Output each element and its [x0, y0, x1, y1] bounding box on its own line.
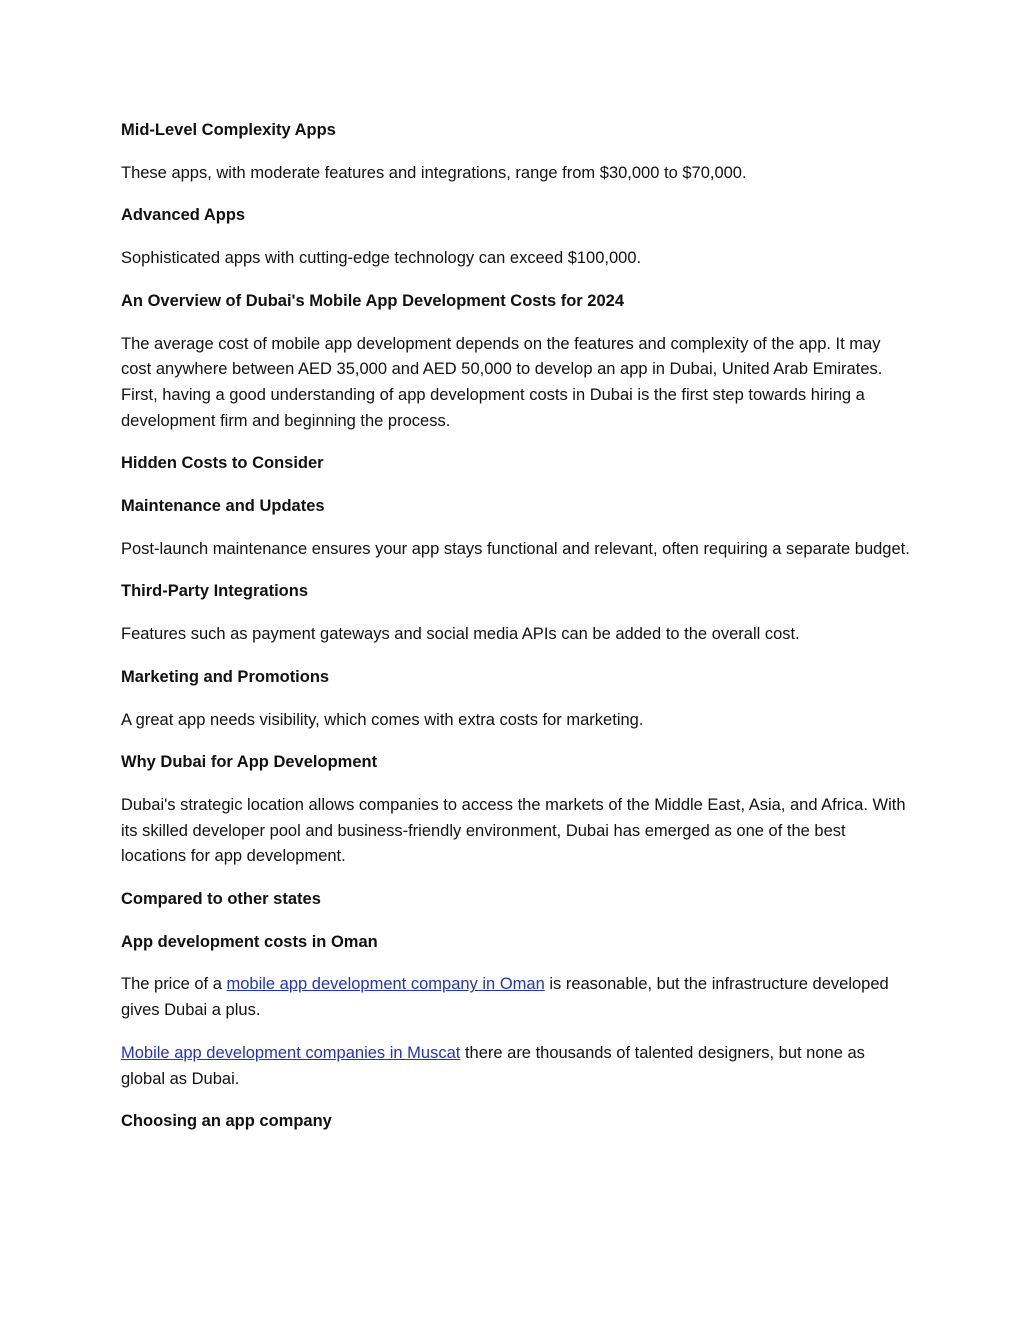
- document-page: [121, 118, 911, 1152]
- third-party-heading: Third-Party Integrations: [121, 582, 309, 601]
- third-party-paragraph: Features such as payment gateways and social media APIs can be added to the overall cost.: [121, 625, 800, 644]
- muscat-companies-link[interactable]: Mobile app development companies in Muscat: [121, 1043, 461, 1062]
- mid-level-paragraph: These apps, with moderate features and integrations, range from $30,000 to $70,000.: [121, 163, 747, 182]
- why-dubai-paragraph: Dubai's strategic location allows companies to access the markets of the Middle East, Asia, and Africa. With its skilled developer pool and business-friendly environment, Dubai has emerged as one of the best locations for app development.: [121, 795, 906, 866]
- choosing-heading: Choosing an app company: [121, 1112, 332, 1131]
- hidden-costs-heading: Hidden Costs to Consider: [121, 454, 324, 473]
- maintenance-paragraph: Post-launch maintenance ensures your app stays functional and relevant, often requiring a separate budget.: [121, 539, 910, 558]
- marketing-heading: Marketing and Promotions: [121, 667, 330, 686]
- oman-paragraph: [121, 972, 911, 1023]
- overview-paragraph: The average cost of mobile app development depends on the features and complexity of the app. It may cost anywhere between AED 35,000 and AED 50,000 to develop an app in Dubai, United Arab Emirates. First, having a good understanding of app development costs in Dubai is the first step towards hiring a development firm and beginning the process.: [121, 334, 883, 430]
- advanced-heading: Advanced Apps: [121, 206, 246, 225]
- oman-company-link[interactable]: mobile app development company in Oman: [226, 975, 545, 994]
- muscat-paragraph: [121, 1041, 911, 1092]
- advanced-paragraph: Sophisticated apps with cutting-edge technology can exceed $100,000.: [121, 249, 642, 268]
- compared-heading: Compared to other states: [121, 890, 321, 909]
- overview-heading: An Overview of Dubai's Mobile App Development Costs for 2024: [121, 291, 625, 310]
- oman-text-before: The price of a: [121, 975, 227, 994]
- muscat-text-after: there are thousands of talented designers, but none as global as Dubai.: [121, 1043, 865, 1088]
- maintenance-heading: Maintenance and Updates: [121, 497, 325, 516]
- oman-heading: App development costs in Oman: [121, 932, 378, 951]
- why-dubai-heading: Why Dubai for App Development: [121, 753, 378, 772]
- marketing-paragraph: A great app needs visibility, which comes with extra costs for marketing.: [121, 710, 644, 729]
- mid-level-heading: Mid-Level Complexity Apps: [121, 121, 336, 139]
- oman-text-after: is reasonable, but the infrastructure developed gives Dubai a plus.: [121, 975, 889, 1020]
